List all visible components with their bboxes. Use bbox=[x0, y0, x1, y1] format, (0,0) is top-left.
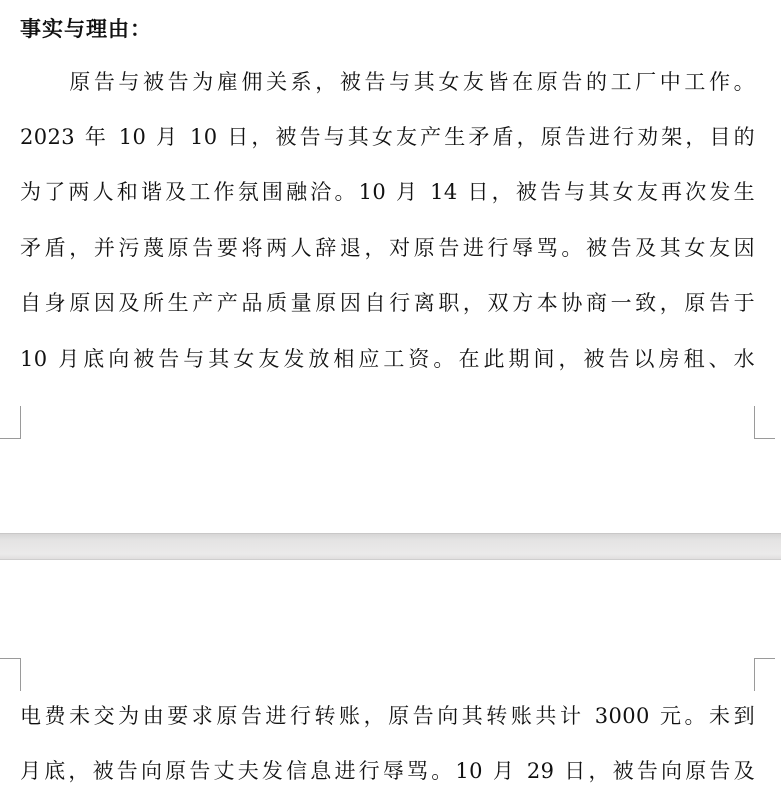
paragraph-line: 原告与被告为雇佣关系，被告与其女友皆在原告的工厂中工作。 bbox=[20, 70, 755, 94]
paragraph-line: 矛盾，并污蔑原告要将两人辞退，对原告进行辱骂。被告及其女友因 bbox=[20, 236, 755, 260]
page-corner-mark-top-right bbox=[754, 658, 775, 691]
paragraph-line: 10 月底向被告与其女友发放相应工资。在此期间，被告以房租、水 bbox=[20, 347, 755, 371]
paragraph-line: 月底，被告向原告丈夫发信息进行辱骂。10 月 29 日，被告向原告及 bbox=[20, 759, 755, 783]
paragraph-line: 电费未交为由要求原告进行转账，原告向其转账共计 3000 元。未到 bbox=[20, 704, 755, 728]
paragraph-line: 2023 年 10 月 10 日，被告与其女友产生矛盾，原告进行劝架，目的 bbox=[20, 125, 755, 149]
document-page-2 bbox=[0, 560, 781, 800]
page-separator bbox=[0, 533, 781, 560]
paragraph-line: 为了两人和谐及工作氛围融洽。10 月 14 日，被告与其女友再次发生 bbox=[20, 180, 755, 204]
page-corner-mark-top-left bbox=[0, 658, 21, 691]
page-corner-mark-bottom-right bbox=[754, 406, 775, 439]
page-corner-mark-bottom-left bbox=[0, 406, 21, 439]
paragraph-line: 自身原因及所生产产品质量原因自行离职，双方本协商一致，原告于 bbox=[20, 291, 755, 315]
section-heading: 事实与理由： bbox=[20, 16, 152, 41]
